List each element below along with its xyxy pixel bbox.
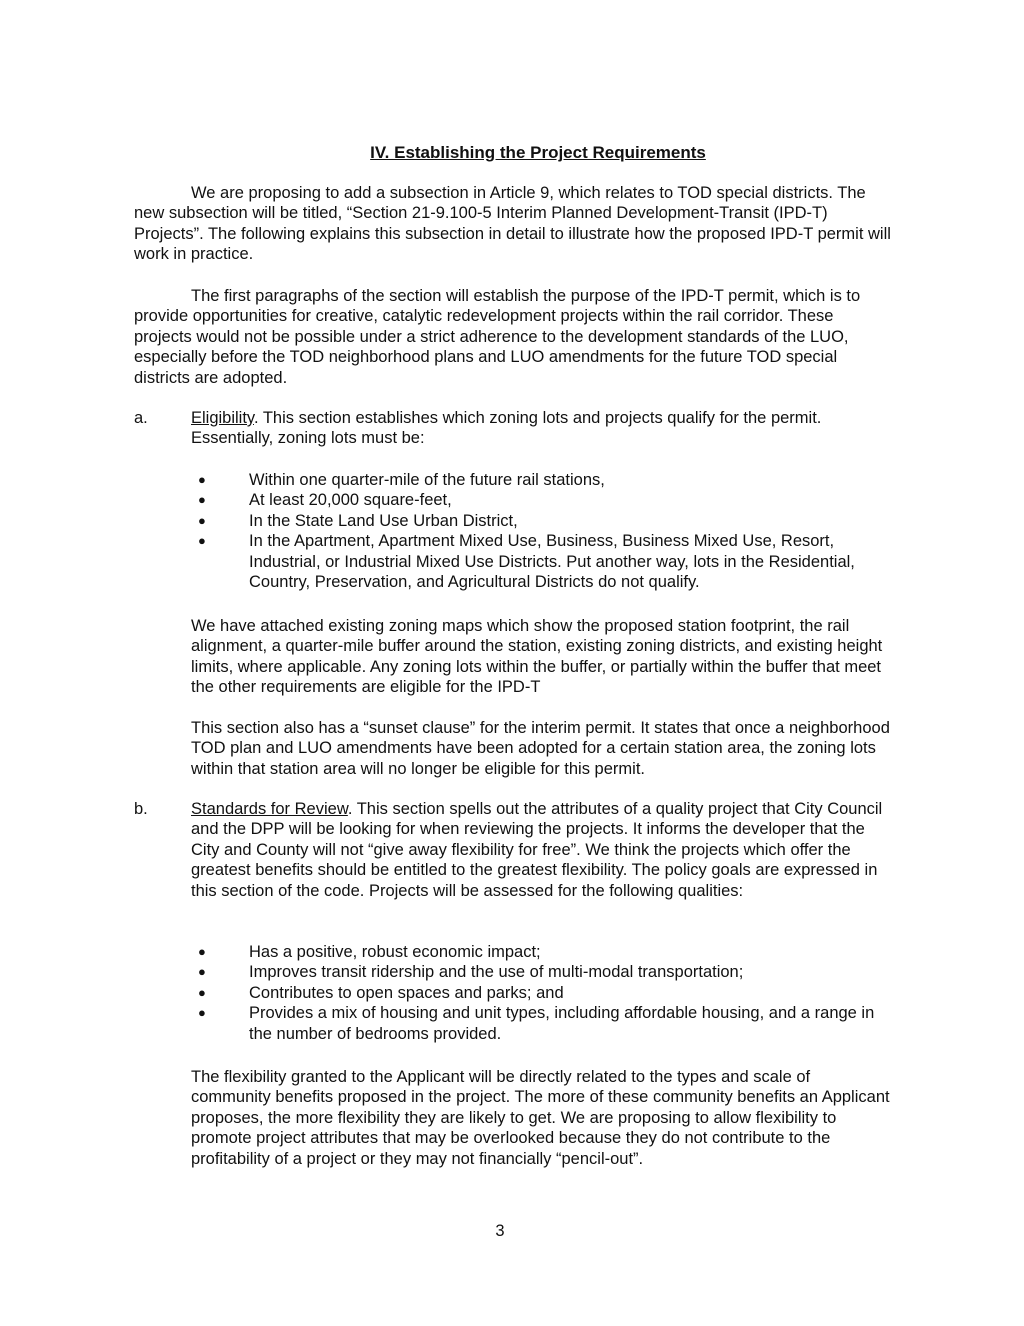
section-a-intro bbox=[191, 408, 894, 449]
section-b-title: Standards for Review bbox=[191, 800, 348, 818]
list-item: ● Contributes to open spaces and parks; and bbox=[198, 983, 564, 1002]
list-item: ● In the Apartment, Apartment Mixed Use, Business, Business Mixed Use, Resort, Industrial, or Industrial Mixed Use Districts. Put another way, lots in the Residential, Country, Preservation, and Agricultural Districts do not qualify. bbox=[198, 532, 855, 592]
list-item: ● Improves transit ridership and the use of multi-modal transportation; bbox=[198, 963, 744, 982]
bullet-icon: ● bbox=[198, 1005, 206, 1021]
section-b-paragraph-1: The flexibility granted to the Applicant will be directly related to the types and scale of community benefits proposed in the project. The more of these community benefits an Applicant proposes, the more flexibility they are likely to get. We are proposing to allow flexibility to promote project attributes that may be overlooked because they do not contribute to the profitability of a project or they may not financially “pencil-out”. bbox=[191, 1068, 890, 1168]
section-a-letter: a. bbox=[134, 409, 148, 427]
bullet-icon: ● bbox=[198, 944, 206, 959]
list-item: ● Has a positive, robust economic impact; bbox=[198, 943, 541, 961]
section-a-bullet-list bbox=[191, 470, 891, 592]
section-b-bullet-list bbox=[191, 942, 891, 1044]
page-number: 3 bbox=[495, 1222, 505, 1240]
bullet-icon: ● bbox=[198, 533, 206, 549]
intro-paragraph-1: We are proposing to add a subsection in Article 9, which relates to TOD special districts. The new subsection will be titled, “Section 21-9.100-5 Interim Planned Development-Transit (IPD-T) Projects”. The following explains this subsection in detail to illustrate how the proposed IPD-T permit will work in practice. bbox=[134, 184, 891, 264]
section-b-letter: b. bbox=[134, 800, 148, 818]
section-a-paragraph-1: We have attached existing zoning maps which show the proposed station footprint, the rail alignment, a quarter-mile buffer around the station, existing zoning districts, and existing height limits, where applicable. Any zoning lots within the buffer, or partially within the buffer that meet the other requirements are eligible for the IPD-T bbox=[191, 617, 883, 697]
bullet-icon: ● bbox=[198, 492, 206, 508]
section-a-paragraph-2: This section also has a “sunset clause” for the interim permit. It states that once a neighborhood TOD plan and LUO amendments have been adopted for a certain station area, the zoning lots within that station area will no longer be eligible for this permit. bbox=[191, 719, 890, 778]
bullet-icon: ● bbox=[198, 472, 206, 487]
section-heading: IV. Establishing the Project Requirements bbox=[370, 143, 706, 162]
bullet-icon: ● bbox=[198, 512, 206, 528]
list-item: ● At least 20,000 square-feet, bbox=[198, 491, 452, 510]
bullet-icon: ● bbox=[198, 964, 206, 980]
section-a-title: Eligibility bbox=[191, 409, 254, 427]
intro-paragraph-2: The first paragraphs of the section will establish the purpose of the IPD-T permit, which is to provide opportunities for creative, catalytic redevelopment projects within the rail corridor. These projects would not be possible under a strict adherence to the development standards of the LUO, especially before the TOD neighborhood plans and LUO amendments for the future TOD special districts are adopted. bbox=[134, 287, 861, 387]
list-item: ● Within one quarter-mile of the future rail stations, bbox=[198, 471, 605, 489]
list-item: ● Provides a mix of housing and unit types, including affordable housing, and a range in the number of bedrooms provided. bbox=[198, 1004, 875, 1043]
bullet-icon: ● bbox=[198, 984, 206, 1000]
section-b-intro bbox=[191, 799, 894, 901]
section-b-intro-text: . This section spells out the attributes of a quality project that City Council and the DPP will be looking for when reviewing the projects. It informs the developer that the City and County will not “give away flexibility for free”. We think the projects which offer the greatest benefits should be entitled to the greatest flexibility. The policy goals are expressed in this section of the code. Projects will be assessed for the following qualities: bbox=[191, 800, 883, 900]
list-item: ● In the State Land Use Urban District, bbox=[198, 511, 518, 530]
section-a-intro-text: . This section establishes which zoning lots and projects qualify for the permit. Essentially, zoning lots must be: bbox=[191, 409, 822, 448]
